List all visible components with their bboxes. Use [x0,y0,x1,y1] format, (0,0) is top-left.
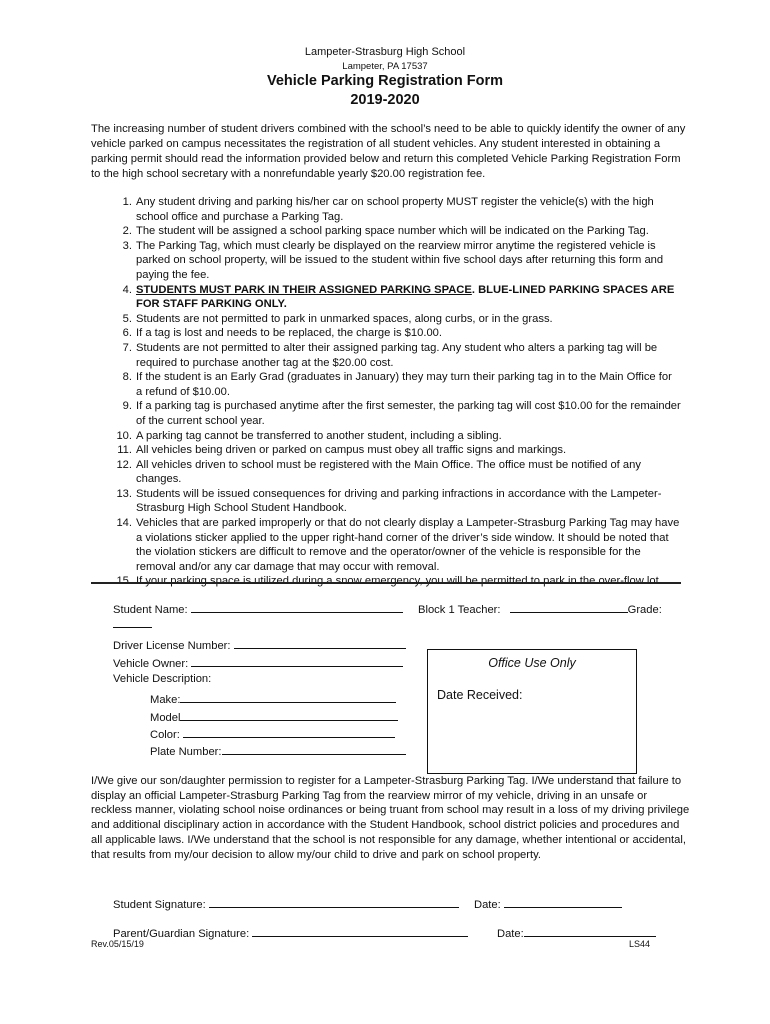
parent-date-label: Date: [497,928,524,940]
grade-label: Grade: [627,604,662,616]
rule-number: 1. [122,196,132,208]
parent-signature-line[interactable] [252,925,468,937]
rule-item [91,326,681,341]
rule-number: 12. [116,458,132,471]
owner-field[interactable] [113,655,403,670]
rule-item [91,195,681,224]
rule-text: Students are not permitted to alter their assigned parking tag. Any student who alters a parking tag will be required to purchase another tag at the $20.00 cost. [136,341,658,369]
rule-number: 2. [122,225,132,238]
license-label: Driver License Number: [113,640,231,652]
school-address: Lampeter, PA 17537 [342,61,428,72]
rule-number: 11. [117,444,132,457]
student-signature-line[interactable] [209,896,459,908]
rule-text: Students are not permitted to park in unmarked spaces, along curbs, or in the grass. [136,312,553,325]
plate-field[interactable] [150,743,406,758]
vehicle-description-label: Vehicle Description: [113,673,212,685]
intro-paragraph: The increasing number of student drivers combined with the school’s need to be able to quickly identify the owner of any vehicle parked on campus necessitates the registration of all student vehicles. Any student interested in obtaining a parking permit should read the information provided below and return this completed Vehicle Parking Registration Form to the high school secretary with a nonrefundable yearly $20.00 registration fee. [91,123,686,180]
office-use-title: Office Use Only [488,656,576,670]
make-field[interactable] [150,691,396,706]
student-name-field[interactable] [113,601,403,616]
plate-line[interactable] [222,743,406,755]
model-field[interactable] [150,709,398,724]
form-title: Vehicle Parking Registration Form [266,73,504,89]
parent-signature-label: Parent/Guardian Signature: [113,928,250,940]
date-received-label: Date Received: [437,688,523,702]
grade-line[interactable] [113,616,152,628]
permission-paragraph: I/We give our son/daughter permission to register for a Lampeter-Strasburg Parking Tag. I/We understand that failure to display an official Lampeter-Strasburg Parking Tag from the rearview mirror of my vehicle, driving in an unsafe or reckless manner, violating school noise ordinances or being truant from school may result in a loss of my driving privilege and additional disciplinary action in accordance with the Student Handbook, school district policies and procedures and all applicable laws. I/We understand that the school is not responsible for any damage, whether intentional or accidental, that results from my/our decision to allow my/our child to drive and park on school property. [91,775,690,861]
office-use-box [427,649,637,774]
student-name-line[interactable] [191,601,403,613]
block1-teacher-line[interactable] [510,601,628,613]
rule-number: 10. [116,429,132,442]
make-line[interactable] [180,691,396,703]
section-divider [91,582,681,584]
rules-list [91,195,681,589]
student-date-line[interactable] [504,896,622,908]
rule-item [91,399,681,428]
rule-text: A parking tag cannot be transferred to another student, including a sibling. [136,429,502,442]
rule-bold-text: . BLUE-LINED PARKING SPACES ARE FOR STAFF PARKING ONLY. [136,283,675,311]
rule-item [91,224,681,239]
color-line[interactable] [183,726,395,738]
rule-item [91,370,681,399]
rule-number: 15. [116,575,132,588]
rule-text: All vehicles driven to school must be registered with the Main Office. The office must be notified of any changes. [136,458,641,486]
rule-item [91,312,681,327]
rule-text: If a parking tag is purchased anytime after the first semester, the parking tag will cost $10.00 for the remainder of the current school year. [136,400,681,427]
model-label: Model [150,712,181,724]
plate-label: Plate Number: [150,746,222,758]
rule-number: 3. [122,239,132,252]
block1-teacher-label: Block 1 Teacher: [418,604,501,616]
rule-item [91,341,681,370]
student-date-field[interactable] [474,896,622,911]
school-year: 2019-2020 [350,92,420,108]
color-field[interactable] [150,726,395,741]
make-label: Make: [150,694,181,706]
rule-text: The student will be assigned a school parking space number which will be indicated on the Parking Tag. [136,225,649,238]
owner-line[interactable] [191,655,403,667]
rule-text: If a tag is lost and needs to be replaced, the charge is $10.00. [136,327,442,340]
rule-item [91,458,681,487]
rule-number: 13. [116,487,132,500]
student-name-label: Student Name: [113,604,188,616]
rule-number: 6. [122,327,132,340]
grade-field[interactable] [113,616,152,631]
license-field[interactable] [113,637,406,652]
rule-text: If your parking space is utilized during a snow emergency, you will be permitted to park in the over-flow lot. [136,575,662,588]
rule-item [91,516,681,574]
rule-item [91,429,681,444]
rule-item [91,239,681,283]
model-line[interactable] [180,709,398,721]
school-name: Lampeter-Strasburg High School [304,46,466,58]
rule-item [91,443,681,458]
rule-number: 7. [122,341,132,354]
rule-emphasis: STUDENTS MUST PARK IN THEIR ASSIGNED PARKING SPACE [136,283,472,296]
rule-item [91,487,681,516]
owner-label: Vehicle Owner: [113,658,189,670]
rule-text: Vehicles that are parked improperly or that do not clearly display a Lampeter-Strasburg Parking Tag may have a violations sticker applied to the upper right-hand corner of the driver’s side window. It should be noted that the violation stickers are difficult to remove and the operator/owner of the vehicle is responsible for the removal and/or any car damage that may occur with removal. [136,517,680,573]
rule-text: All vehicles being driven or parked on campus must obey all traffic signs and markings. [136,444,567,457]
rule-number: 8. [122,371,132,384]
block1-teacher-field[interactable] [418,601,662,616]
rule-number: 5. [122,312,132,325]
rule-text: Students will be issued consequences for driving and parking infractions in accordance with the Lampeter-Strasburg High School Student Handbook. [136,487,662,515]
parent-date-line[interactable] [524,925,656,937]
rule-number: 9. [122,400,132,413]
form-code: LS44 [629,939,651,949]
license-line[interactable] [234,637,406,649]
rule-number: 4. [122,283,132,296]
rule-text: The Parking Tag, which must clearly be displayed on the rearview mirror anytime the registered vehicle is parked on school property, will be issued to the student within five school days after returning this form and paying the fee. [136,239,664,281]
rule-item [91,283,681,312]
color-label: Color: [150,729,180,741]
rule-number: 14. [116,517,132,530]
parent-signature-field[interactable] [113,925,468,940]
parent-date-field[interactable] [497,925,656,940]
revision-date: Rev.05/15/19 [91,939,144,949]
student-date-label: Date: [474,899,501,911]
student-signature-field[interactable] [113,896,459,911]
rule-text: If the student is an Early Grad (graduates in January) they may turn their parking tag in to the Main Office for a refund of $10.00. [136,371,672,398]
student-signature-label: Student Signature: [113,899,206,911]
rule-text: Any student driving and parking his/her car on school property MUST register the vehicle(s) with the high school office and purchase a Parking Tag. [136,196,654,223]
